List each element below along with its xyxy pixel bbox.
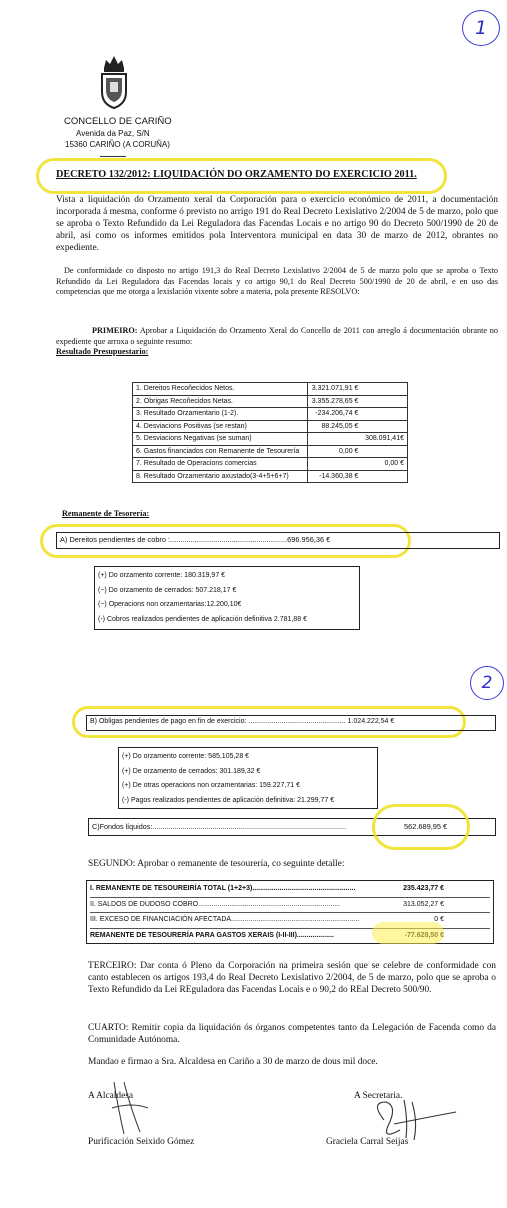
terceiro-text: TERCEIRO: Dar conta ó Pleno da Corporación na primeira sesión que se celebre de conformidade con canto establecen os artigos 193,4 do Real Decreto Lexislativo 2/2004, de 5 de marzo, polo que se aproba o Texto Refundido da Lei REguladora das Facendas Locais e o 90,2 do REal Decreto 500/90.	[88, 961, 496, 995]
closing-text: Mandao e firmao a Sra. Alcaldesa en Cariño a 30 de marzo de dous mil doce.	[88, 1057, 378, 1067]
primeiro-heading: PRIMEIRO:	[92, 326, 138, 335]
page-marker-1: 1	[462, 10, 500, 46]
paragraph-intro: Vista a liquidación do Orzamento xeral da Corporación para o exercicio económico de 2011, a documentación incorporada á mesma, conforme ó previsto no arrigo 191 do Real Decreto Lexislativo 2/2004 de 5 de marzo, polo que se aproba o Texto Refundido da Lei Reguladora das Facendas Locais e no artigo 90 do Decreto 500/1990 de 20 de abril, así como os informes emitidos pola Interventora municipal en data 30 de marzo de 2012, obrantes no expediente.	[56, 195, 498, 253]
primeiro-text: Aprobar a Liquidación do Orzamento Xeral do Concello de 2011 con arreglo á documentación obrante no expediente que arroxa o seguinte resumo:	[56, 326, 498, 346]
org-address-2: 15360 CARIÑO (A CORUÑA)	[65, 140, 170, 149]
cuarto-text: CUARTO: Remitir copia da liquidación ós órganos competentes tanto da Lelegación de Facenda como da Comunidade Autónoma.	[88, 1023, 496, 1045]
remanente-heading: Remanente de Tesorería:	[62, 509, 150, 518]
dereitos-item: (−) Operacions non orzamentarias:12.200,10€	[98, 601, 242, 608]
remanente-row-value: 313.052,27 €	[403, 900, 444, 908]
remanente-row-value: 0 €	[434, 916, 444, 923]
resultado-row-label: 4. Desviacions Positivas (se restan)	[133, 420, 308, 433]
page-separator	[0, 652, 507, 660]
signature-right-role: A Secretaria.	[354, 1091, 403, 1101]
resultado-row-value-alt: 0,00 €	[361, 458, 407, 471]
resultado-row-value-alt	[361, 408, 407, 421]
obrigas-detail-list	[122, 750, 334, 808]
paragraph-resolvo: De conformidade co disposto no artigo 191,3 do Real Decreto Lexislativo 2/2004 de 5 de marzo polo que se aproba o Texto Refundido da Lei Reguladora das Facendas locais y co artigo 90,1 do Real Decreto 500/1990 de 20 de abril, e en uso das competencias que me otorga a lexislación vixente sobre a materia, pola presente RESOLVO:	[56, 266, 498, 296]
resultado-row-label: 8. Resultado Orzamentario axustado(3-4+5+6+7)	[133, 470, 308, 483]
resultado-row	[133, 383, 408, 396]
obrigas-item: (+) Do orzamento corrente: 585.105,28 €	[122, 753, 250, 760]
resultado-row	[133, 458, 408, 471]
resultado-row-value: -14.360,38 €	[308, 470, 362, 483]
decree-title: DECRETO 132/2012: LIQUIDACIÓN DO ORZAMENTO DO EXERCICIO 2011.	[56, 169, 417, 180]
remanente-row-label: I. REMANENTE DE TESOUREIRÍA TOTAL (1+2+3).....................................................	[90, 885, 356, 892]
resultado-row-value-alt	[361, 395, 407, 408]
resultado-row-value	[308, 433, 362, 446]
fondos-label: C)Fondos líquidos:.................................................................................................	[92, 822, 347, 831]
segundo-text: SEGUNDO: Aprobar o remanente de tesourería, co seguinte detalle:	[88, 859, 345, 869]
resultado-row-label: 5. Desviacions Negativas (se suman)	[133, 433, 308, 446]
resultado-row-value-alt	[361, 445, 407, 458]
resultado-row-value-alt	[361, 383, 407, 396]
resultado-row-value: 88.245,05 €	[308, 420, 362, 433]
resultado-row-label: 3. Resultado Orzamentario (1-2).	[133, 408, 308, 421]
resultado-row-value: -234.206,74 €	[308, 408, 362, 421]
obrigas-item: (+) De otras operacions non orzamentarias: 159.227,71 €	[122, 782, 301, 789]
resultado-row-value-alt	[361, 420, 407, 433]
signature-right-name: Graciela Carral Seijas	[326, 1137, 409, 1147]
dereitos-item: (+) Do orzamento corrente: 180.319,97 €	[98, 572, 226, 579]
remanente-row-label: III. EXCESO DE FINANCIACIÓN AFECTADA..................................................................	[90, 916, 360, 923]
page-two	[0, 660, 507, 1208]
obrigas-item: (-) Pagos realizados pendientes de aplicación definitiva: 21.299,77 €	[122, 796, 335, 804]
resultado-row	[133, 470, 408, 483]
resultado-row-value: 3.355.278,65 €	[308, 395, 362, 408]
dereitos-item: (-) Cobros realizados pendientes de aplicación definitiva 2.781,88 €	[98, 615, 307, 623]
org-address-1: Avenida da Paz, S/N	[76, 128, 150, 138]
header-divider	[100, 156, 126, 157]
resultado-row	[133, 395, 408, 408]
resultado-row-value-alt: 308.091,41€	[361, 433, 407, 446]
resultado-row-label: 2. Obrigas Recoñecidos Netas.	[133, 395, 308, 408]
obrigas-line: B) Obligas pendientes de pago en fin de exercicio: .................................................. 1.024.222,54 €	[90, 718, 395, 725]
resultado-row	[133, 445, 408, 458]
paragraph-primeiro	[56, 326, 498, 347]
remanente-row-label: REMANENTE DE TESOURERÍA PARA GASTOS XERAIS (I-II-III)...................	[90, 931, 334, 939]
signature-left-name: Purificación Seixido Gómez	[88, 1137, 195, 1147]
resultado-heading: Resultado Presupuestario:	[56, 347, 149, 356]
resultado-row	[133, 408, 408, 421]
resultado-row-value: 3.321.071,91 €	[308, 383, 362, 396]
dereitos-detail-list	[98, 569, 307, 627]
resultado-row-label: 6. Gastos financiados con Remanente de Tesourería	[133, 445, 308, 458]
remanente-row-label: II. SALDOS DE DUDOSO COBRO.........................................................................	[90, 900, 341, 908]
resultado-row	[133, 433, 408, 446]
obrigas-item: (+) De orzamento de cerrados: 301.189,32 €	[122, 767, 261, 775]
resultado-row-value	[308, 458, 362, 471]
remanente-highlight	[372, 922, 444, 944]
resultado-table	[132, 382, 408, 483]
org-name: CONCELLO DE CARIÑO	[64, 116, 172, 127]
remanente-row-value: 235.423,77 €	[403, 885, 444, 892]
resultado-row	[133, 420, 408, 433]
dereitos-line: A) Dereitos pendientes de cobro :.........................................................696.956,36 €	[60, 535, 331, 544]
dereitos-item: (−) Do orzamento de cerrados: 507.218,17 €	[98, 586, 237, 594]
fondos-value: 562.689,95 €	[404, 822, 448, 831]
resultado-row-value-alt	[361, 470, 407, 483]
resultado-row-value: 0,00 €	[308, 445, 362, 458]
signature-left-icon	[104, 1078, 154, 1138]
remanente-row	[90, 898, 490, 914]
signature-left-role: A Alcaldesa	[88, 1091, 134, 1101]
resultado-row-label: 7. Resultado de Operacions comercias	[133, 458, 308, 471]
coat-of-arms-icon	[96, 52, 132, 112]
page-marker-2: 2	[470, 666, 504, 700]
resultado-row-label: 1. Dereitos Recoñecidos Netos.	[133, 383, 308, 396]
remanente-row	[90, 882, 490, 898]
